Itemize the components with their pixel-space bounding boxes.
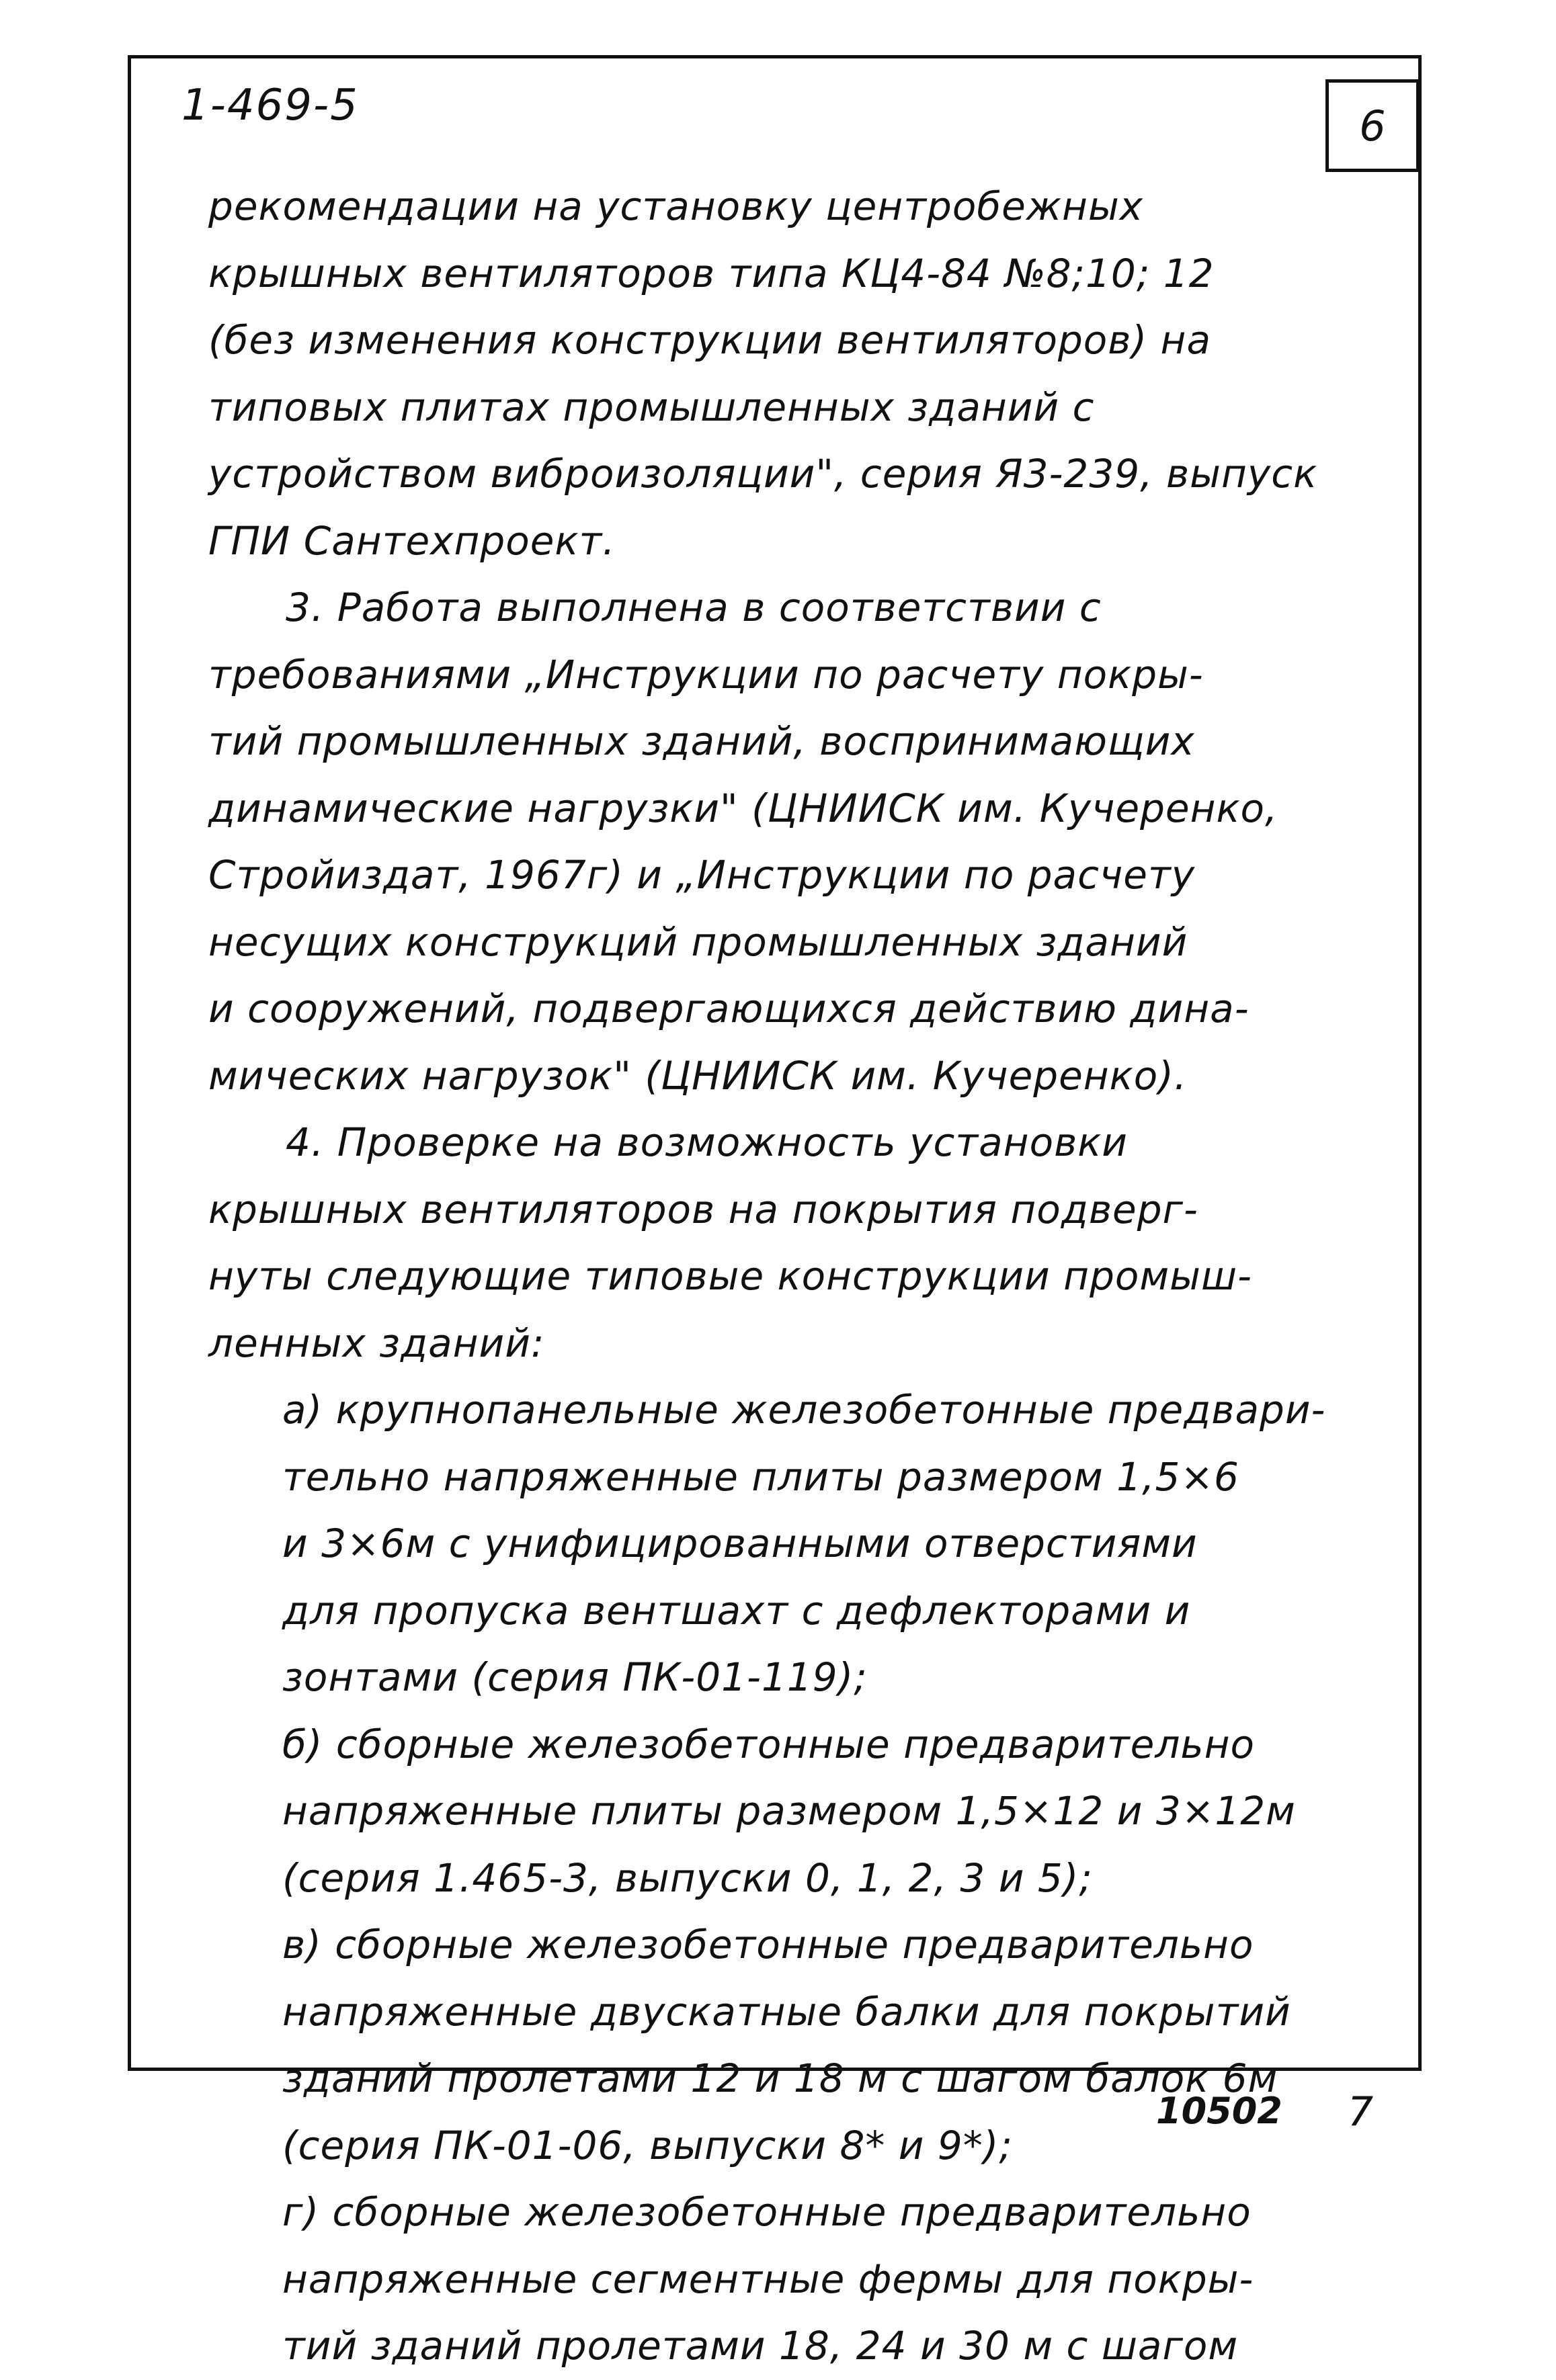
text-line: тий промышленных зданий, воспринимающих <box>208 718 1195 764</box>
list-item-line: и 3×6м с унифицированными отверстиями <box>282 1521 1198 1566</box>
list-item-line: напряженные двускатные балки для покрытий <box>282 1988 1291 2035</box>
list-item-line: в) сборные железобетонные предварительно <box>282 1922 1254 1967</box>
footer-page-number: 7 <box>1348 2088 1374 2135</box>
paragraph-start: 3. Работа выполнена в соответствии с <box>286 585 1102 630</box>
text-line: крышных вентиляторов на покрытия подверг- <box>208 1186 1198 1232</box>
list-item-line: тий зданий пролетами 18, 24 и 30 м с шагом <box>282 2323 1239 2369</box>
list-item-line: зданий пролетами 12 и 18 м с шагом балок 6м <box>282 2055 1278 2101</box>
list-item-line: напряженные плиты размером 1,5×12 и 3×12м <box>282 1788 1296 1834</box>
list-item-line: тельно напряженные плиты размером 1,5×6 <box>282 1453 1239 1500</box>
text-line: устройством виброизоляции", серия Я3-239, выпуск <box>208 451 1318 497</box>
text-line: требованиями „Инструкции по расчету покры- <box>208 651 1204 697</box>
text-line: рекомендации на установку центробежных <box>208 183 1144 229</box>
text-line: (без изменения конструкции вентиляторов) на <box>208 317 1211 363</box>
text-line: и сооружений, подвергающихся действию дина- <box>208 986 1250 1031</box>
text-line: Стройиздат, 1967г) и „Инструкции по расчету <box>208 852 1196 898</box>
list-item-line: напряженные сегментные фермы для покры- <box>282 2256 1254 2302</box>
text-line: крышных вентиляторов типа КЦ4-84 №8;10; 12 <box>208 250 1215 296</box>
list-item-line: (серия ПК-01-06, выпуски 8* и 9*); <box>282 2122 1013 2168</box>
list-item-line: г) сборные железобетонные предварительно <box>282 2189 1252 2235</box>
footer-code: 10502 <box>1156 2090 1282 2132</box>
paragraph-start: 4. Проверке на возможность установки <box>286 1119 1128 1165</box>
list-item-line: а) крупнопанельные железобетонные предвари- <box>282 1387 1326 1433</box>
page-number: 6 <box>1359 101 1386 151</box>
text-line: несущих конструкций промышленных зданий <box>208 919 1188 965</box>
document-body <box>208 173 1391 2380</box>
text-line: нуты следующие типовые конструкции промыш- <box>208 1253 1252 1299</box>
list-item-line: б) сборные железобетонные предварительно <box>282 1721 1256 1767</box>
list-item-line: (серия 1.465-3, выпуски 0, 1, 2, 3 и 5); <box>282 1855 1093 1901</box>
list-item-line: зонтами (серия ПК-01-119); <box>282 1654 868 1700</box>
text-line: мических нагрузок" (ЦНИИСК им. Кучеренко). <box>208 1052 1188 1099</box>
text-line: ленных зданий: <box>208 1320 545 1366</box>
text-line: типовых плитах промышленных зданий с <box>208 384 1095 430</box>
document-code: 1-469-5 <box>181 81 359 130</box>
list-item-line: для пропуска вентшахт с дефлекторами и <box>282 1587 1191 1633</box>
text-line: динамические нагрузки" (ЦНИИСК им. Кучеренко, <box>208 785 1278 831</box>
page-number-box <box>1325 79 1420 172</box>
text-line: ГПИ Сантехпроект. <box>208 517 616 564</box>
